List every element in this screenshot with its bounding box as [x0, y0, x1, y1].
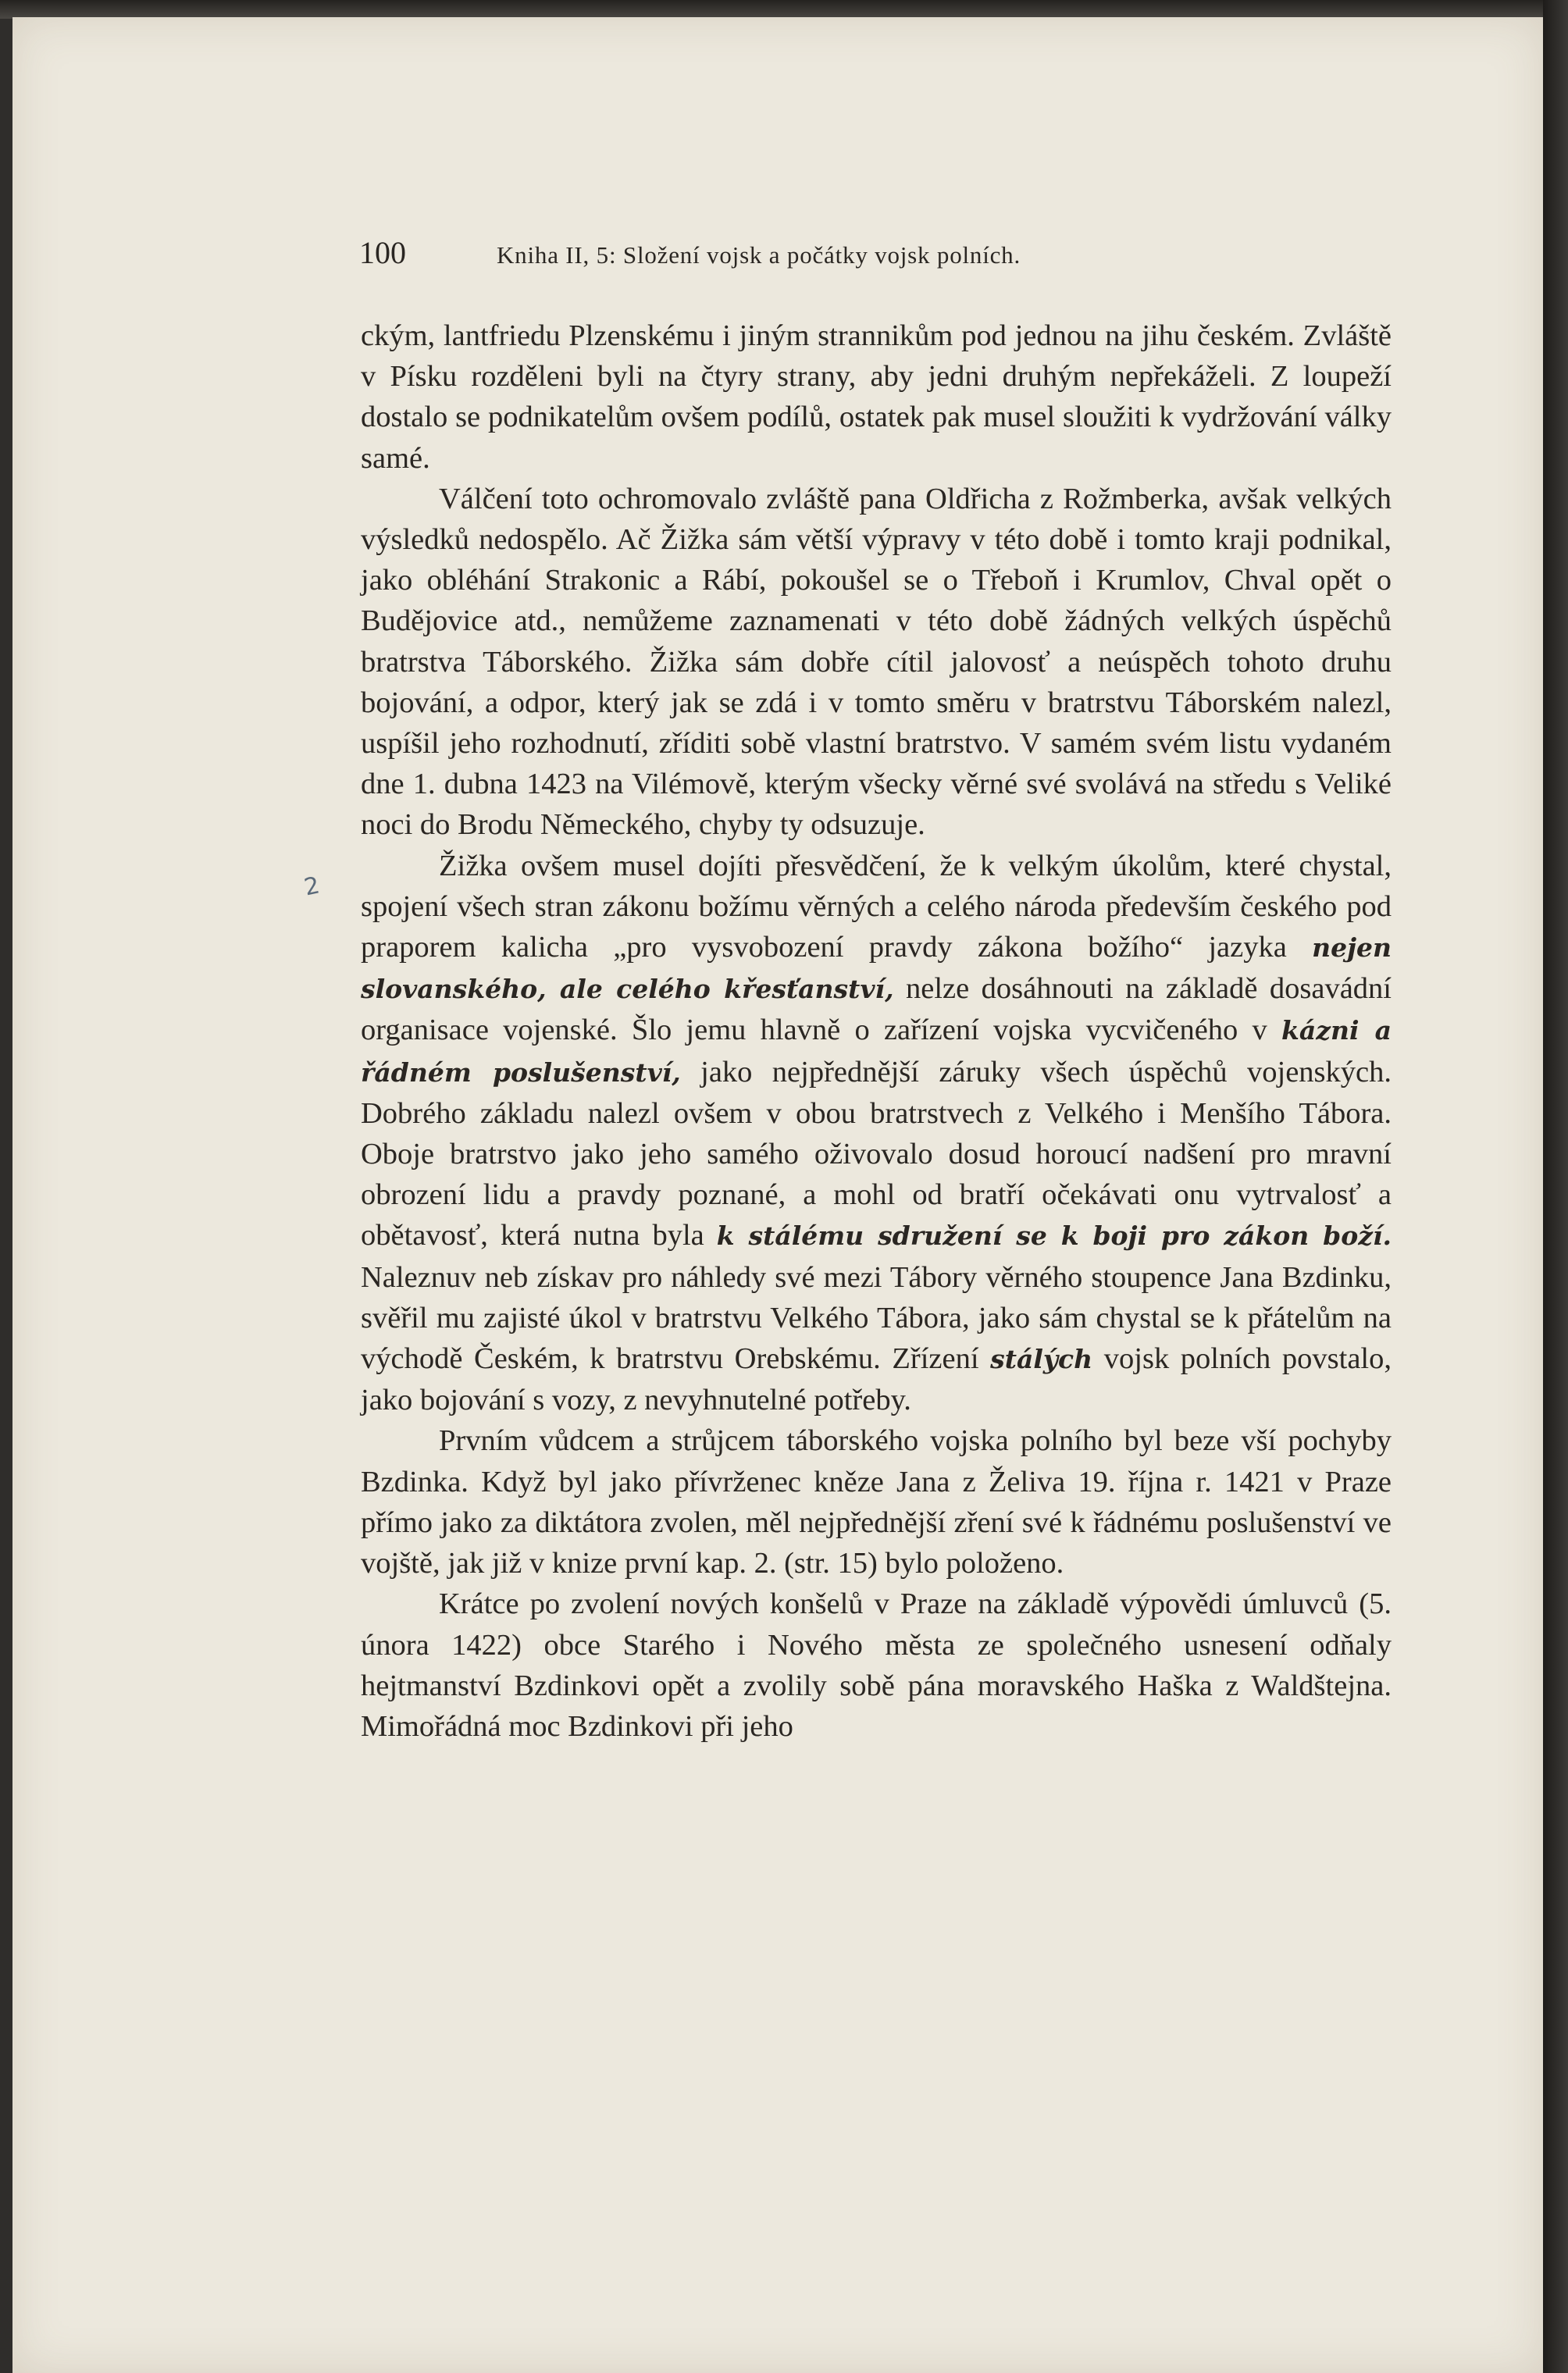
text-segment: vojsk polních povstalo, jako bojování s vozy, z nevyhnutelné potřeby. [361, 1342, 1392, 1417]
text-segment: jako nejpřednější záruky všech úspěchů vojenských. Dobrého základu nalezl ovšem v obou bratrstvech z Velkého i Menšího Tábora. Oboje bratrstvo jako jeho samého oživovalo dosud horoucí nadšení pro mravní obrození lidu a pravdy poznané, a mohl od bratří očekávati onu vytrvalosť a obětavosť, která nutna byla [361, 1055, 1392, 1252]
scan-top-edge [0, 0, 1568, 19]
paragraph [361, 479, 1392, 846]
text-segment: Naleznuv neb získav pro náhledy své mezi Tábory věrného stoupence Jana Bzdinku, svěřil mu zajisté úkol v bratrstvu Velkého Tábora, jako sám chystal se k přátelům na východě Českém, k bratrstvu Orebskému. Zřízení [361, 1260, 1392, 1376]
italic-text-segment: k stálému sdružení se k boji pro zákon boží. [716, 1220, 1392, 1252]
text-segment: Krátce po zvolení nových konšelů v Praze na základě výpovědi úmluvců (5. února 1422) obce Starého i Nového města ze společného usnesení odňaly hejtmanství Bzdinkovi opět a zvolily sobě pána moravského Haška z Waldštejna. Mimořádná moc Bzdinkovi při jeho [361, 1587, 1392, 1743]
page-content [361, 234, 1392, 1747]
paragraph [361, 846, 1392, 1421]
scan-right-edge [1543, 0, 1568, 2373]
text-segment: Žižka ovšem musel dojíti přesvědčení, že k velkým úkolům, které chystal, spojení všech stran zákonu božímu věrných a celého národa především českého pod praporem kalicha „pro vysvobození pravdy zákona božího“ jazyka [361, 849, 1392, 964]
italic-text-segment: nejen slovanského, ale celého křesťanství, [361, 932, 1392, 1005]
text-segment: nelze dosáhnouti na základě dosavádní organisace vojenské. Šlo jemu hlavně o zařízení vojska vycvičeného v [361, 972, 1392, 1047]
text-segment: Válčení toto ochromovalo zvláště pana Oldřicha z Rožmberka, avšak velkých výsledků nedospělo. Ač Žižka sám větší výpravy v této době i tomto kraji podnikal, jako obléhání Strakonic a Rábí, pokoušel se o Třeboň i Krumlov, Chval opět o Budějovice atd., nemůžeme zaznamenati v této době žádných velkých úspěchů bratrstva Táborského. Žižka sám dobře cítil jalovosť a neúspěch tohoto druhu bojování, a odpor, který jak se zdá i v tomto směru v bratrstvu Táborském nalezl, uspíšil jeho rozhodnutí, zříditi sobě vlastní bratrstvo. V samém svém listu vydaném dne 1. dubna 1423 na Vilémově, kterým všecky věrné své svolává na středu s Veliké noci do Brodu Německého, chyby ty odsuzuje. [361, 482, 1392, 842]
page-number: 100 [359, 235, 406, 270]
text-segment: Prvním vůdcem a strůjcem táborského vojska polního byl beze vší pochyby Bzdinka. Když byl jako přívrženec kněze Jana z Želiva 19. října r. 1421 v Praze přímo jako za diktátora zvolen, měl nejpřednější zření své k řádnému poslušenství ve vojště, jak již v knize první kap. 2. (str. 15) bylo položeno. [361, 1424, 1392, 1580]
text-segment: ckým, lantfriedu Plzenskému i jiným strannikům pod jednou na jihu českém. Zvláště v Písku rozděleni byli na čtyry strany, aby jedni druhým nepřekáželi. Z loupeží dostalo se podnikatelům ovšem podílů, ostatek pak musel sloužiti k vydržování války samé. [361, 319, 1392, 475]
running-head [361, 234, 1392, 269]
margin-pencil-note: 2 [301, 871, 323, 902]
paragraph [361, 1420, 1392, 1584]
body-text [361, 315, 1392, 1747]
italic-text-segment: kázni a řádném poslušenství, [361, 1015, 1392, 1088]
running-head-title: Kniha II, 5: Složení vojsk a počátky vojsk polních. [497, 241, 1021, 269]
paragraph [361, 1584, 1392, 1747]
paragraph [361, 315, 1392, 479]
italic-text-segment: stálých [990, 1344, 1093, 1375]
